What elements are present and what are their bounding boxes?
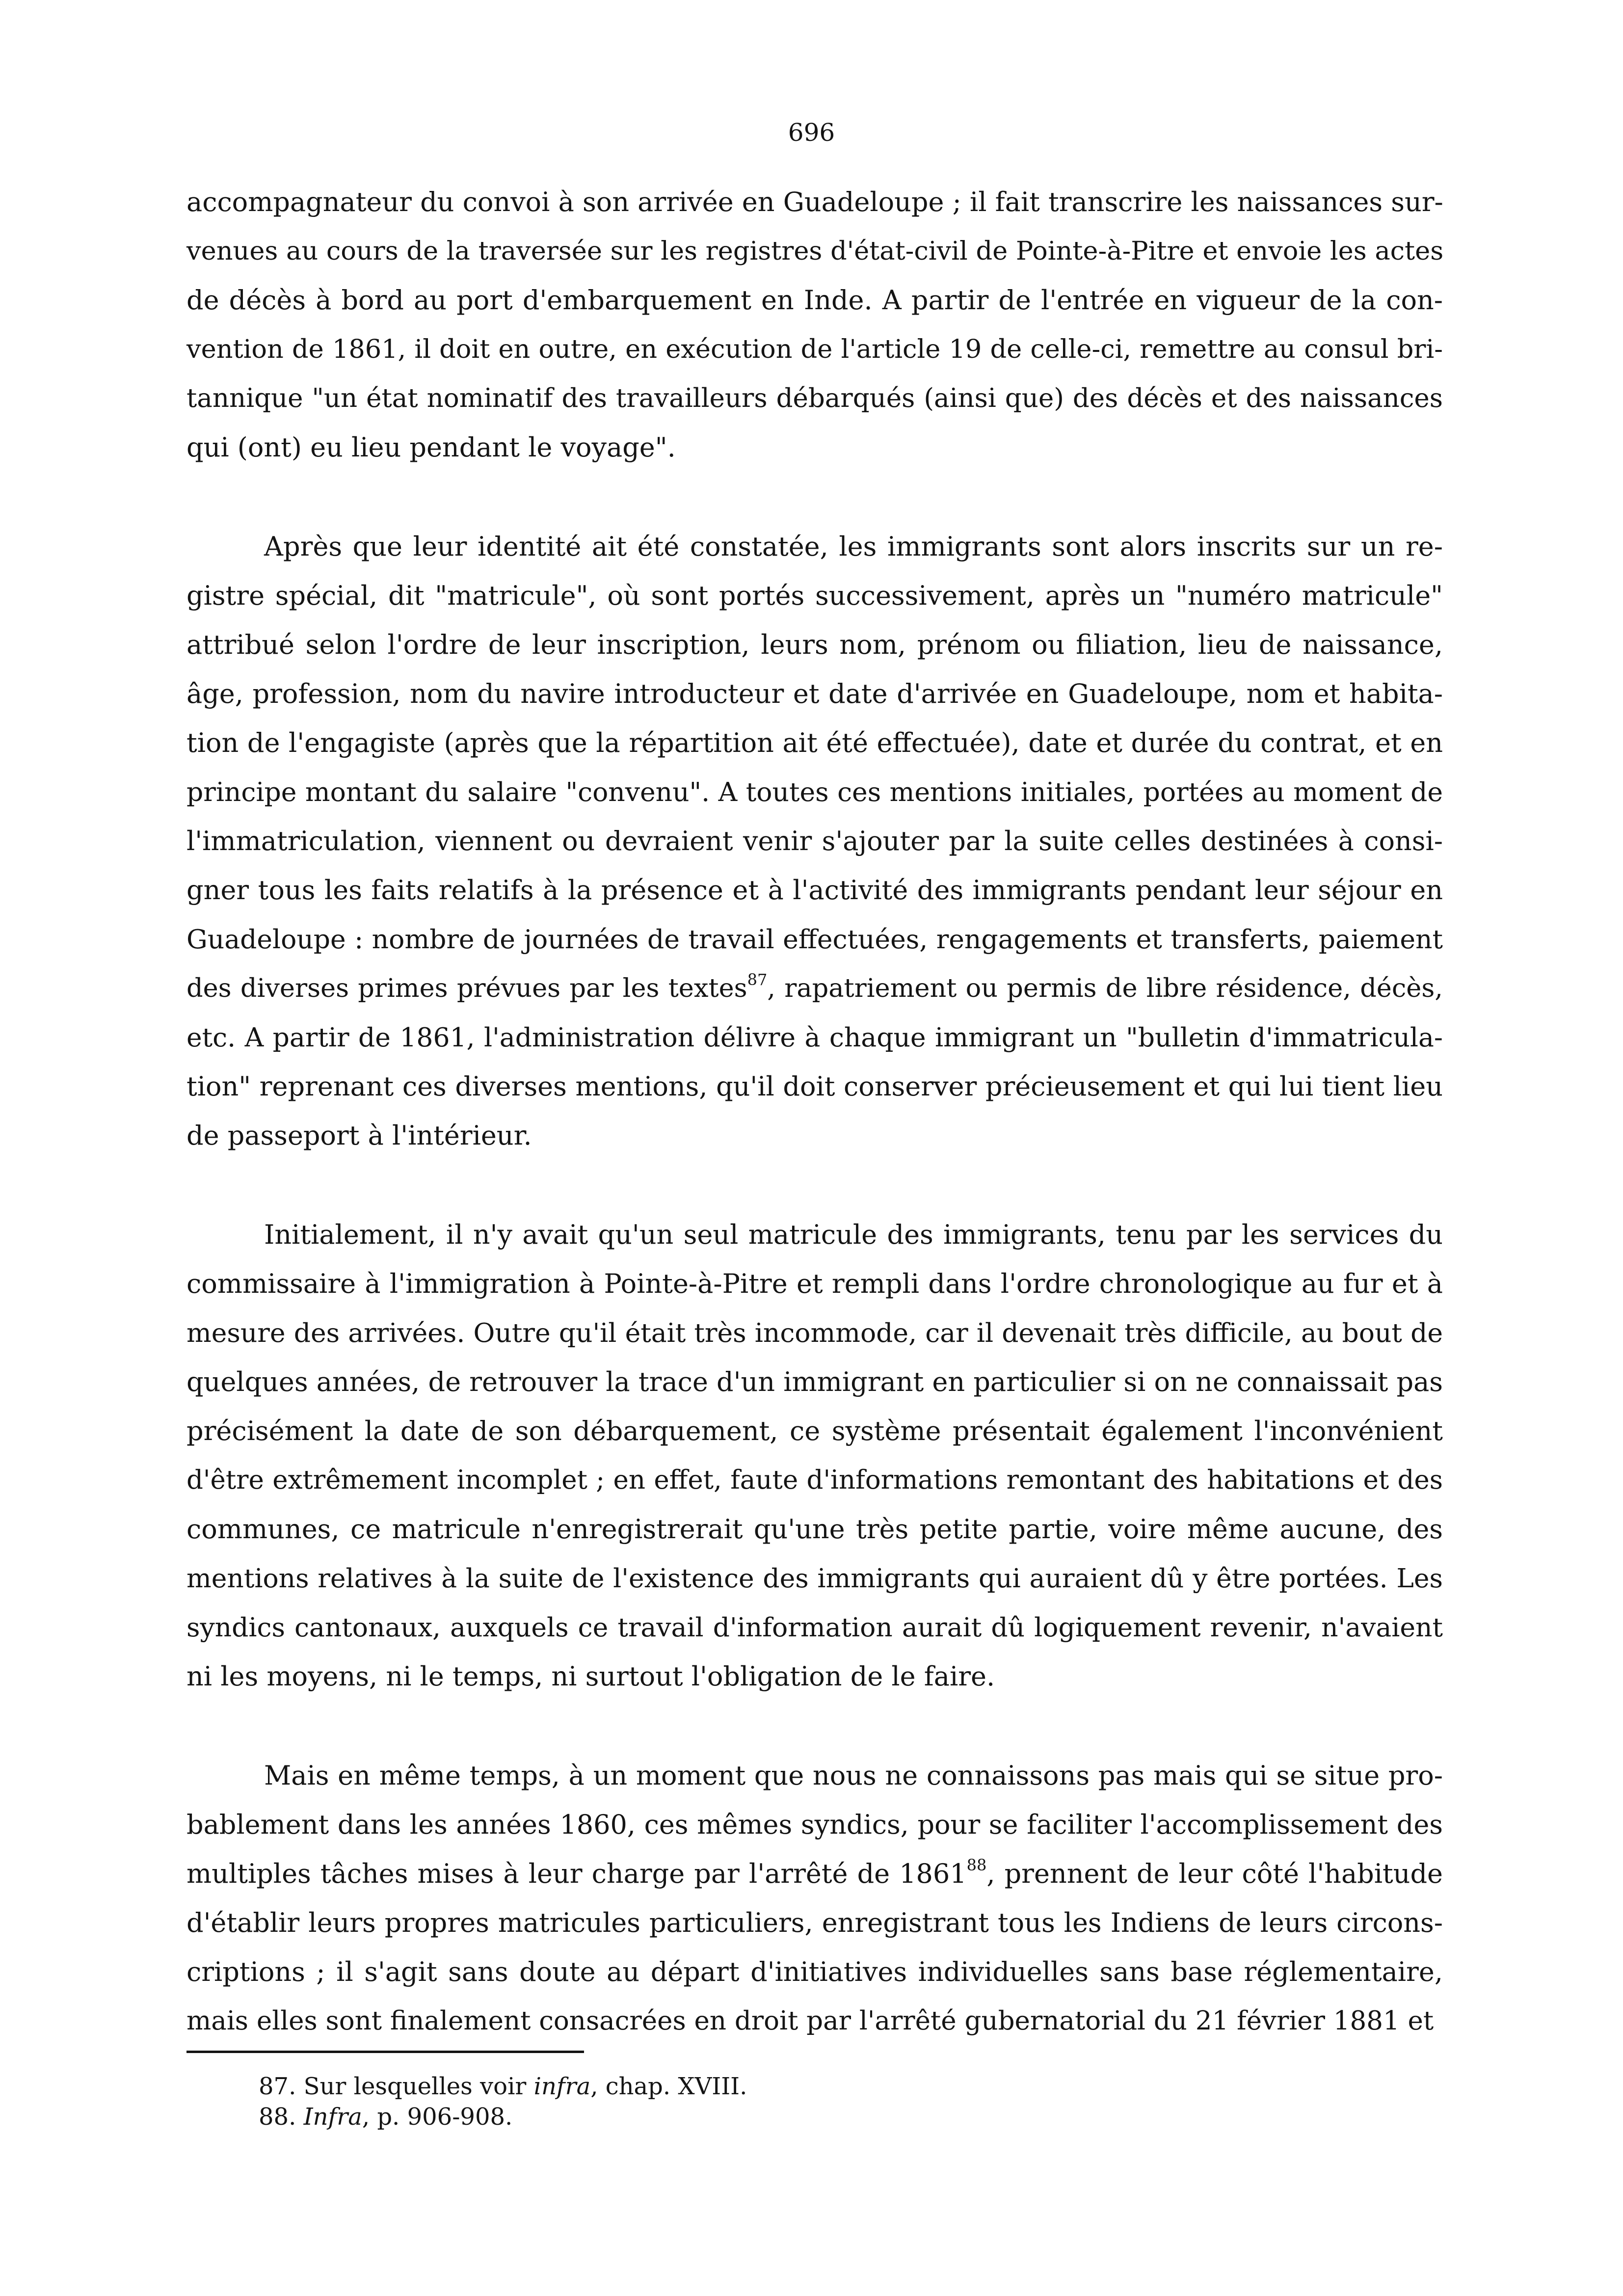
text-line: tannique "un état nominatif des travailleurs débarqués (ainsi que) des décès et des naissances xyxy=(186,383,1443,413)
text-line: syndics cantonaux, auxquels ce travail d'information aurait dû logiquement revenir, n'avaient xyxy=(186,1612,1443,1643)
text-line: gistre spécial, dit "matricule", où sont portés successivement, après un "numéro matricule" xyxy=(186,580,1443,611)
text-segment: des diverses primes prévues par les textes xyxy=(186,973,747,1003)
text-segment: multiples tâches mises à leur charge par l'arrêté de 1861 xyxy=(186,1858,967,1889)
page-number: 696 xyxy=(788,118,835,147)
text-line: qui (ont) eu lieu pendant le voyage". xyxy=(186,432,676,463)
text-line: attribué selon l'ordre de leur inscription, leurs nom, prénom ou filiation, lieu de naissance, xyxy=(186,629,1443,660)
footnote-text: , p. 906-908. xyxy=(362,2103,513,2131)
footnote-text: , chap. XVIII. xyxy=(590,2073,747,2100)
paragraph-gap xyxy=(186,472,1443,522)
footnote-italic: infra xyxy=(533,2073,591,2100)
footnote xyxy=(259,2102,1387,2132)
footnotes xyxy=(259,2071,1387,2132)
paragraph-gap xyxy=(186,1701,1443,1751)
text-line: âge, profession, nom du navire introducteur et date d'arrivée en Guadeloupe, nom et habita- xyxy=(186,678,1443,709)
text-line: Guadeloupe : nombre de journées de travail effectuées, rengagements et transferts, paiement xyxy=(186,924,1443,955)
text-line: accompagnateur du convoi à son arrivée en Guadeloupe ; il fait transcrire les naissances sur- xyxy=(186,187,1443,217)
text-line: ni les moyens, ni le temps, ni surtout l'obligation de le faire. xyxy=(186,1661,995,1692)
text-line xyxy=(186,964,1443,1013)
text-line: commissaire à l'immigration à Pointe-à-Pitre et rempli dans l'ordre chronologique au fur et à xyxy=(186,1268,1443,1299)
text-line: de décès à bord au port d'embarquement en Inde. A partir de l'entrée en vigueur de la con- xyxy=(186,285,1443,316)
paragraph xyxy=(186,1210,1443,1701)
text-line: bablement dans les années 1860, ces mêmes syndics, pour se faciliter l'accomplissement des xyxy=(186,1809,1443,1840)
paragraph xyxy=(186,1751,1443,2046)
paragraph xyxy=(186,178,1443,472)
text-line: l'immatriculation, viennent ou devraient venir s'ajouter par la suite celles destinées à consi- xyxy=(186,826,1443,856)
text-line xyxy=(186,1849,1443,1898)
footnote-reference: 88 xyxy=(966,1856,987,1874)
text-line: venues au cours de la traversée sur les registres d'état-civil de Pointe-à-Pitre et envoie les actes xyxy=(186,236,1444,266)
text-line: vention de 1861, il doit en outre, en exécution de l'article 19 de celle-ci, remettre au consul bri- xyxy=(186,334,1443,364)
footnote-text: Sur lesquelles voir xyxy=(303,2073,534,2100)
footnote-number: 87. xyxy=(259,2073,296,2100)
text-line: Initialement, il n'y avait qu'un seul matricule des immigrants, tenu par les services du xyxy=(264,1219,1443,1250)
text-line: tion de l'engagiste (après que la répartition ait été effectuée), date et durée du contrat, et en xyxy=(186,727,1443,758)
text-line: mentions relatives à la suite de l'existence des immigrants qui auraient dû y être portées. Les xyxy=(186,1563,1443,1594)
paragraph xyxy=(186,522,1443,1160)
text-line: etc. A partir de 1861, l'administration délivre à chaque immigrant un "bulletin d'immatricula- xyxy=(186,1022,1443,1053)
footnote-number: 88. xyxy=(259,2103,296,2131)
text-line: tion" reprenant ces diverses mentions, qu'il doit conserver précieusement et qui lui tient lieu xyxy=(186,1071,1443,1102)
text-line: principe montant du salaire "convenu". A toutes ces mentions initiales, portées au moment de xyxy=(186,776,1443,807)
text-line: d'établir leurs propres matricules particuliers, enregistrant tous les Indiens de leurs circons- xyxy=(186,1907,1443,1938)
text-line: mais elles sont finalement consacrées en droit par l'arrêté gubernatorial du 21 février 1881 et xyxy=(186,2006,1434,2036)
text-line: de passeport à l'intérieur. xyxy=(186,1120,532,1151)
footnote-italic: Infra xyxy=(303,2103,362,2131)
text-line: Mais en même temps, à un moment que nous ne connaissons pas mais qui se situe pro- xyxy=(264,1760,1443,1791)
text-line: communes, ce matricule n'enregistrerait qu'une très petite partie, voire même aucune, des xyxy=(186,1514,1443,1545)
text-line: d'être extrêmement incomplet ; en effet, faute d'informations remontant des habitations et des xyxy=(186,1465,1443,1495)
text-segment: , prennent de leur côté l'habitude xyxy=(986,1858,1443,1889)
text-line: quelques années, de retrouver la trace d'un immigrant en particulier si on ne connaissait pas xyxy=(186,1366,1443,1397)
text-segment: , rapatriement ou permis de libre résidence, décès, xyxy=(767,973,1443,1003)
footnote-reference: 87 xyxy=(747,970,768,989)
body-text xyxy=(186,178,1443,2046)
paragraph-gap xyxy=(186,1160,1443,1210)
footnote-separator xyxy=(186,2051,584,2053)
footnote xyxy=(259,2071,1387,2102)
text-line: criptions ; il s'agit sans doute au départ d'initiatives individuelles sans base réglementaire, xyxy=(186,1956,1443,1987)
text-line: gner tous les faits relatifs à la présence et à l'activité des immigrants pendant leur séjour en xyxy=(186,875,1443,906)
text-line: Après que leur identité ait été constatée, les immigrants sont alors inscrits sur un re- xyxy=(264,531,1443,562)
text-line: mesure des arrivées. Outre qu'il était très incommode, car il devenait très difficile, au bout de xyxy=(186,1317,1443,1348)
text-line: précisément la date de son débarquement, ce système présentait également l'inconvénient xyxy=(186,1415,1443,1446)
